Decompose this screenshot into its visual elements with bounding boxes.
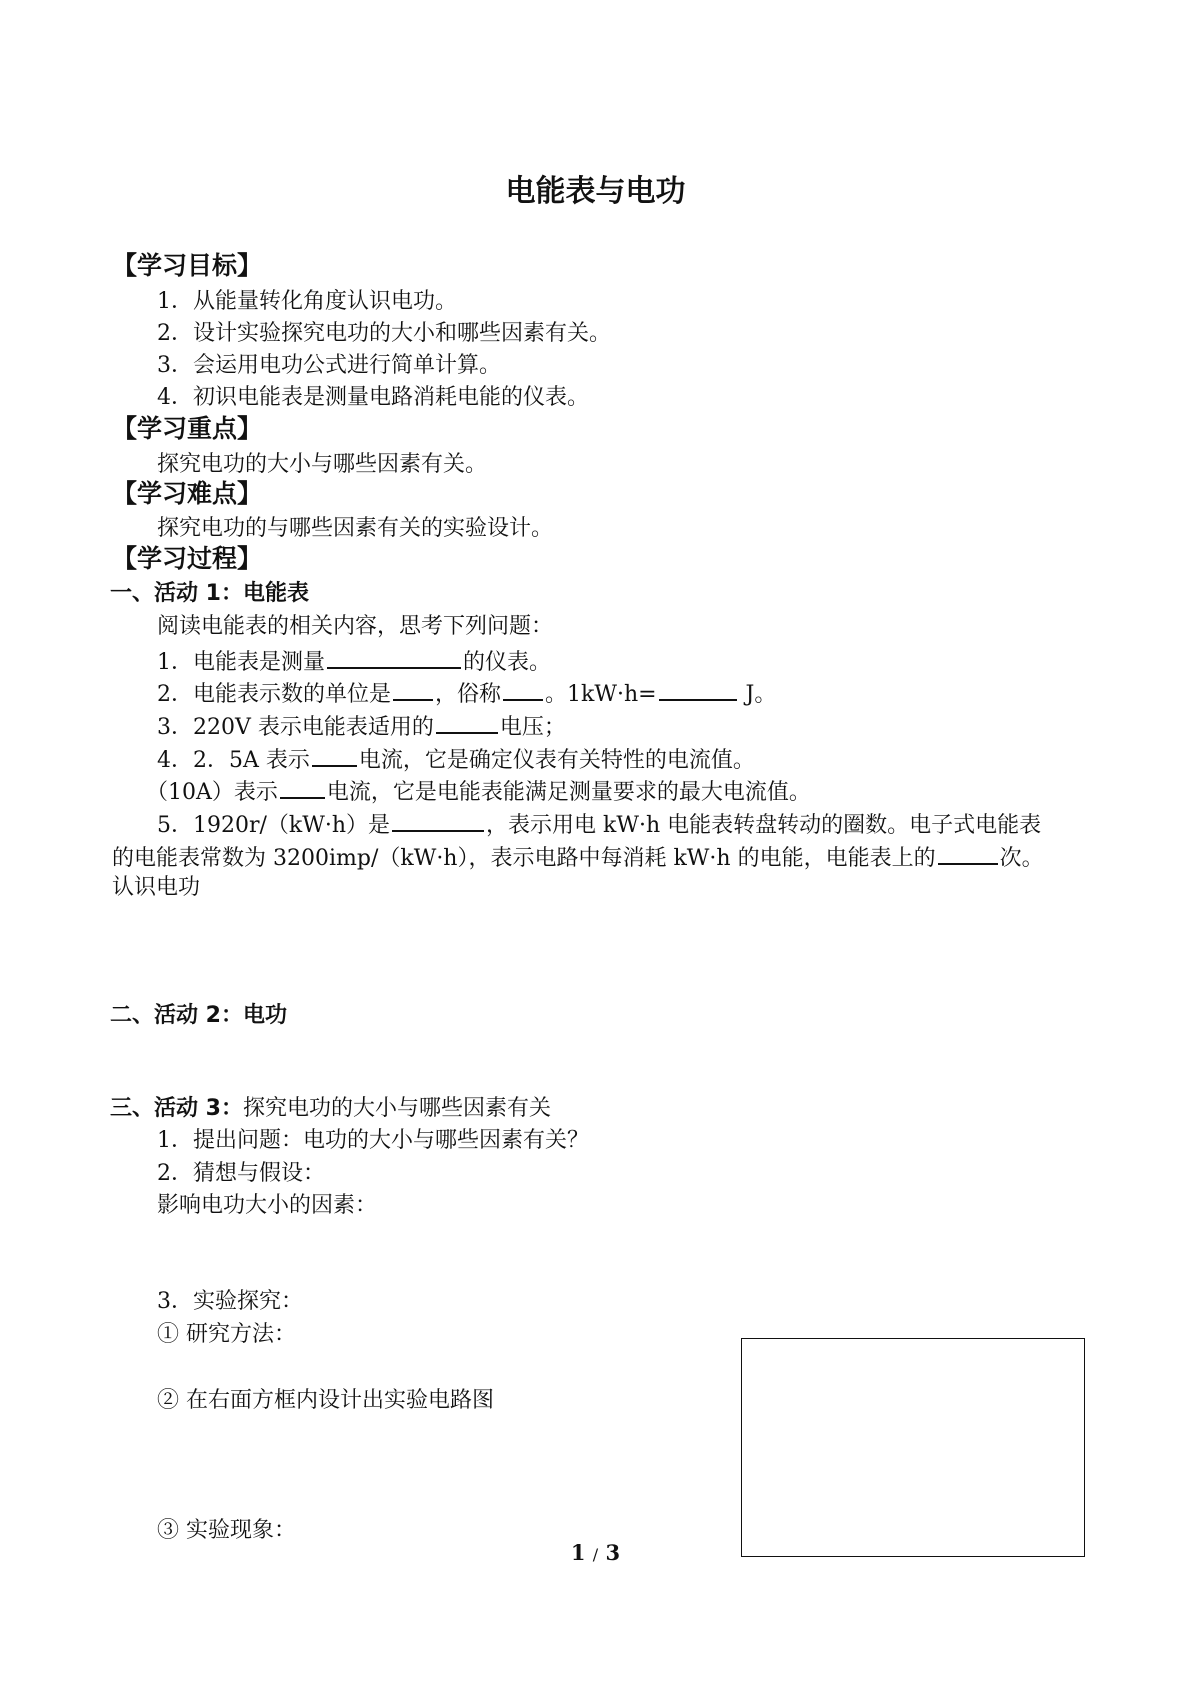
- question-text: （10A）表示: [146, 780, 278, 805]
- fill-blank[interactable]: [436, 708, 498, 734]
- page-number: [0, 1540, 1191, 1565]
- research-method: ① 研究方法：: [157, 1322, 296, 1347]
- question-text: 的电能表常数为 3200imp/（kW·h），表示电路中每消耗 kW·h 的电能，电能表上的: [112, 846, 936, 871]
- activity1-intro: 阅读电能表的相关内容，思考下列问题：: [157, 614, 554, 639]
- difficulties-heading: 【学习难点】: [112, 479, 263, 508]
- page-separator: /: [592, 1545, 599, 1564]
- step-3: 3．实验探究：: [157, 1289, 303, 1314]
- question-5-continued: [112, 839, 1044, 875]
- question-text: 。1kW·h=: [545, 682, 657, 707]
- fill-blank[interactable]: [393, 675, 433, 701]
- objective-item: 3．会运用电功公式进行简单计算。: [157, 353, 501, 378]
- question-text: 5．1920r/（kW·h）是: [157, 813, 391, 838]
- question-text: 2．电能表示数的单位是: [157, 682, 391, 707]
- question-5: [157, 806, 1041, 842]
- question-text: 4．2．5A 表示: [157, 748, 310, 773]
- question-text: 电压；: [499, 715, 566, 740]
- objectives-heading: 【学习目标】: [112, 251, 263, 280]
- page-title: 电能表与电功: [505, 174, 686, 209]
- fill-blank[interactable]: [327, 643, 461, 669]
- process-heading: 【学习过程】: [112, 544, 263, 573]
- key-points-text: 探究电功的大小与哪些因素有关。: [157, 452, 488, 477]
- question-3: [157, 708, 566, 744]
- difficulties-text: 探究电功的与哪些因素有关的实验设计。: [157, 516, 554, 541]
- fill-blank[interactable]: [280, 773, 325, 799]
- step-2: 2．猜想与假设：: [157, 1161, 325, 1186]
- page-total: 3: [605, 1540, 621, 1565]
- page-current: 1: [570, 1540, 586, 1565]
- activity3-title-text: 探究电功的大小与哪些因素有关: [242, 1096, 551, 1121]
- question-2: [157, 675, 776, 711]
- fill-blank[interactable]: [503, 675, 543, 701]
- question-text: J。: [738, 682, 777, 707]
- circuit-diagram-box[interactable]: [741, 1338, 1085, 1557]
- question-4: [157, 741, 755, 777]
- fill-blank[interactable]: [312, 741, 357, 767]
- objective-item: 4．初识电能表是测量电路消耗电能的仪表。: [157, 385, 589, 410]
- activity2-title: 二、活动 2：电功: [110, 1003, 287, 1028]
- question-text: 电流，它是确定仪表有关特性的电流值。: [358, 748, 755, 773]
- experiment-phenomenon: ③ 实验现象：: [157, 1518, 296, 1543]
- activity1-title: 一、活动 1：电能表: [110, 581, 309, 606]
- recognize-work-label: 认识电功: [112, 875, 201, 900]
- circuit-design-instruction: ② 在右面方框内设计出实验电路图: [157, 1388, 494, 1413]
- question-text: 的仪表。: [463, 650, 552, 675]
- activity3-title: [110, 1093, 551, 1125]
- fill-blank[interactable]: [659, 675, 737, 701]
- question-4-continued: [146, 773, 811, 809]
- objective-item: 1．从能量转化角度认识电功。: [157, 289, 457, 314]
- question-text: 1．电能表是测量: [157, 650, 325, 675]
- step-1: 1．提出问题：电功的大小与哪些因素有关？: [157, 1128, 589, 1153]
- question-text: ，俗称: [435, 682, 502, 707]
- key-points-heading: 【学习重点】: [112, 414, 263, 443]
- question-1: [157, 643, 551, 679]
- objective-item: 2．设计实验探究电功的大小和哪些因素有关。: [157, 321, 611, 346]
- fill-blank[interactable]: [938, 839, 998, 865]
- question-text: ，表示用电 kW·h 电能表转盘转动的圈数。电子式电能表: [486, 813, 1042, 838]
- fill-blank[interactable]: [392, 806, 484, 832]
- activity3-title-label: 三、活动 3：: [110, 1096, 243, 1121]
- question-text: 次。: [999, 846, 1044, 871]
- question-text: 3．220V 表示电能表适用的: [157, 715, 434, 740]
- factors-label: 影响电功大小的因素：: [157, 1193, 378, 1218]
- question-text: 电流，它是电能表能满足测量要求的最大电流值。: [326, 780, 811, 805]
